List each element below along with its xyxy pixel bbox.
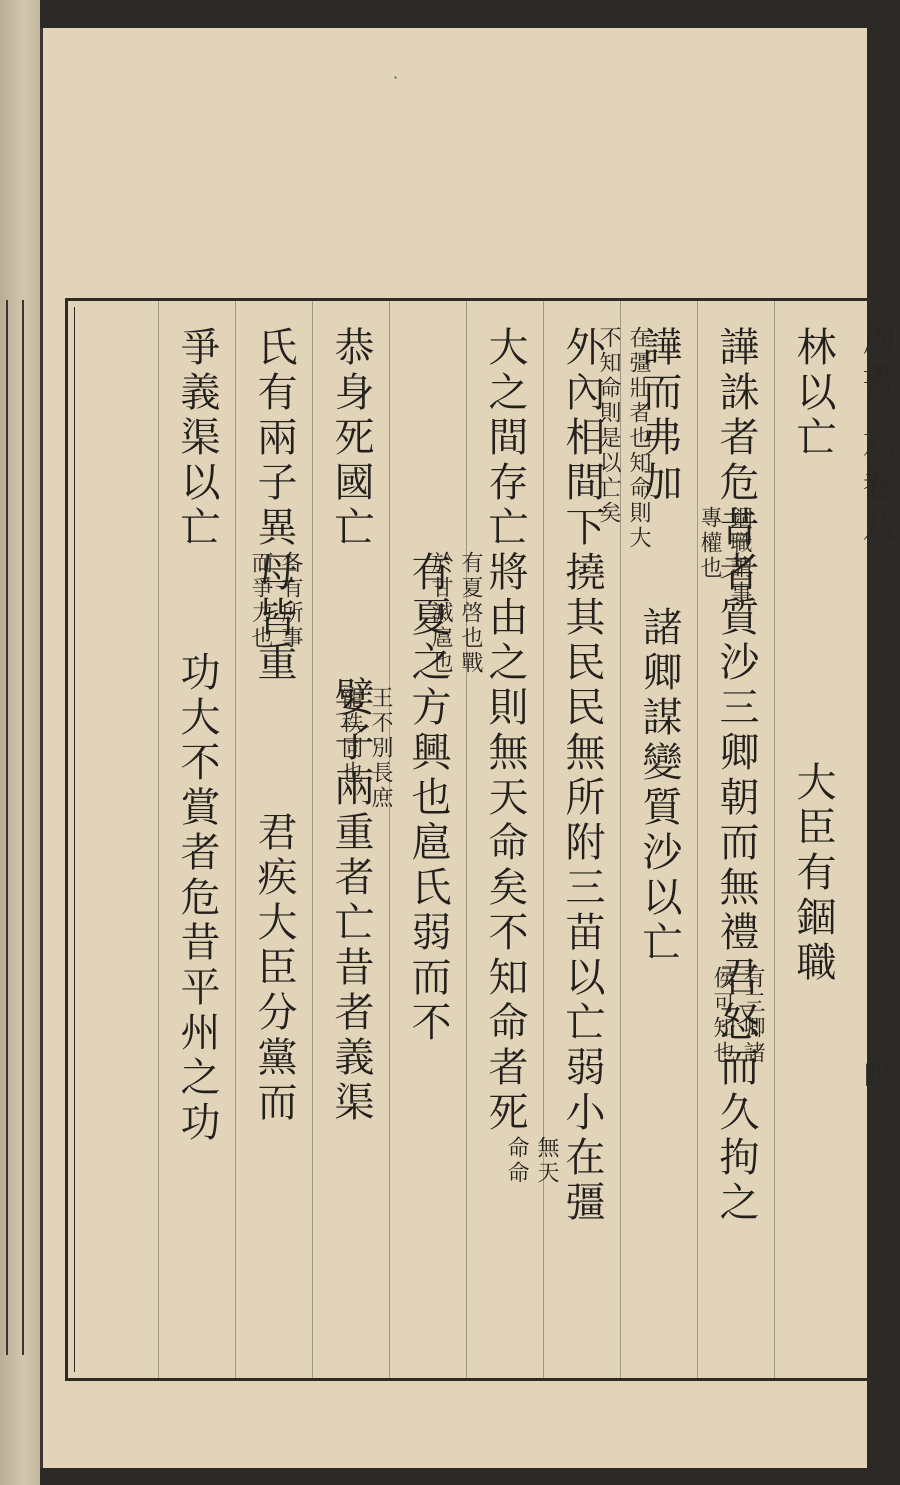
ink-mark: · [393, 68, 399, 87]
commentary-line: 在彊壯者也知命則大 [626, 326, 651, 551]
commentary-line: 專權也 [697, 506, 722, 581]
commentary-line: 有三卿諸 [740, 966, 765, 1066]
running-title: 周書 六卷八 [856, 321, 896, 550]
text-column-1 [778, 326, 848, 986]
book-page [40, 28, 896, 1468]
main-text: 爭義渠以亡 [174, 326, 220, 551]
main-text: 譁而弗加 [636, 326, 682, 506]
commentary-line: 於甘滅扈也 [428, 551, 453, 676]
main-text: 譁誅者危昔者質沙三卿朝而無禮君怒而久拘之 [713, 326, 759, 1226]
main-text: 諸卿謀變質沙以亡 [636, 606, 682, 966]
commentary-line: 而爭力也 [248, 551, 273, 651]
commentary-line: 侯可知也 [710, 966, 735, 1066]
commentary-line: 有夏啓也戰 [458, 551, 483, 676]
commentary-line: 命命 [504, 1136, 529, 1186]
commentary-line: 各有所事 [278, 551, 303, 651]
main-text: 功大不賞者危昔平州之功 [174, 651, 220, 1146]
main-text: 大之間存亡將由之則無天命矣不知命者死 [482, 326, 528, 1136]
adjacent-page-edge [0, 0, 40, 1485]
commentary [91, 551, 303, 651]
folio-number: 四 [859, 1061, 889, 1087]
main-text: 嬖子兩重者亡昔者義渠 [328, 676, 374, 1126]
text-frame [65, 298, 896, 1381]
text-column-2 [701, 326, 771, 1226]
main-text: 氏有兩子異母皆重 [251, 326, 297, 686]
commentary-line: 無天 [534, 1136, 559, 1186]
main-text: 有夏之方興也扈氏弱而不 [405, 551, 451, 1046]
main-text: 外內相間下撓其民民無所附三苗以亡弱小在彊 [559, 326, 605, 1226]
commentary-line: 不知命則是以亡矣 [596, 326, 621, 526]
commentary-line: 錮職謂事 [727, 506, 752, 606]
main-text: 林以亡 [790, 326, 836, 461]
commentary [451, 1136, 559, 1186]
commentary-line: 寵秩同也 [338, 686, 363, 786]
main-text: 恭身死國亡 [328, 326, 374, 551]
main-text: 君疾大臣分黨而 [251, 811, 297, 1126]
commentary-line: 王不別長庶 [368, 686, 393, 811]
main-text: 大臣有錮職 [790, 761, 836, 986]
